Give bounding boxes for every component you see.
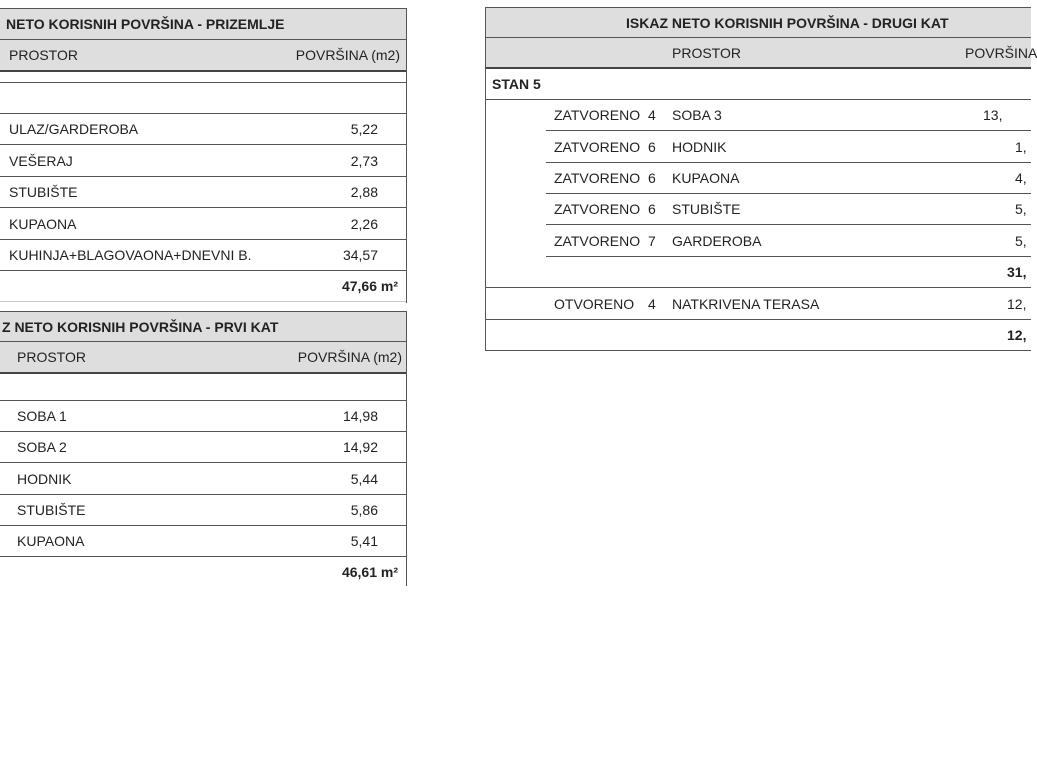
table-row [0,208,406,240]
room-area: 5, [1015,232,1027,249]
table-row [546,194,1031,225]
room-area: 5,86 [350,502,378,518]
room-area: 1, [1015,138,1027,155]
table-row [546,100,1031,131]
room-type: ZATVORENO [554,201,641,217]
room-name: NATKRIVENA TERASA [672,295,820,312]
table-prvi-kat [0,311,407,586]
table-title-row [486,7,1031,38]
room-area: 34,57 [342,247,378,263]
table-row [0,240,406,271]
table-row [486,288,1031,320]
room-number: 7 [648,232,656,249]
total-row [0,557,406,586]
total-row [0,271,406,302]
header-povrsina: POVRŠINA [965,44,1037,61]
subtotal-area: 12, [1007,327,1027,343]
room-name: STUBIŠTE [9,184,78,200]
table-header-row [0,40,406,72]
table-header-row [486,38,1037,69]
room-area: 5,41 [350,533,378,549]
total-area: 46,61 m² [341,563,398,580]
table-row [0,401,406,432]
header-prostor: PROSTOR [17,349,86,365]
subtotal-row [486,257,1031,288]
room-number: 4 [648,107,656,123]
room-name: STUBIŠTE [17,502,86,518]
table-row [546,131,1031,163]
room-area: 14,92 [342,439,378,455]
room-number: 6 [648,138,656,155]
table-row [0,463,406,495]
room-name: SOBA 2 [17,439,67,455]
table-title: Z NETO KORISNIH POVRŠINA - PRVI KAT [2,318,279,335]
room-name: STUBIŠTE [672,201,741,217]
table-row [0,177,406,208]
room-name: ULAZ/GARDEROBA [9,121,139,137]
header-povrsina: POVRŠINA (m2) [295,47,400,63]
room-type: OTVORENO [554,295,635,312]
room-area: 12, [1007,295,1027,312]
table-row [0,526,406,557]
room-area: 5,44 [350,470,378,487]
room-type: ZATVORENO [554,232,641,249]
room-area: 13, [983,107,1003,123]
room-type: ZATVORENO [554,107,641,123]
room-name: VEŠERAJ [9,152,73,169]
room-name: GARDEROBA [672,232,762,249]
table-title: NETO KORISNIH POVRŠINA - PRIZEMLJE [6,16,285,32]
room-area: 2,73 [350,152,378,169]
room-area: 2,26 [350,215,378,232]
table-row [0,432,406,463]
room-name: KUHINJA+BLAGOVAONA+DNEVNI B. [9,247,252,263]
room-name: HODNIK [17,470,72,487]
table-row [546,225,1031,257]
stan-label: STAN 5 [492,76,541,92]
subtotal-area: 31, [1007,264,1027,280]
table-row [0,114,406,145]
header-prostor: PROSTOR [672,44,741,61]
room-name: KUPAONA [17,533,85,549]
table-title-row [0,311,406,342]
table-row [0,495,406,526]
stan-row [486,69,1031,100]
room-name: KUPAONA [9,215,77,232]
table-row [546,163,1031,194]
room-name: HODNIK [672,138,727,155]
subtotal-row [486,320,1031,351]
room-area: 5, [1015,201,1027,217]
room-area: 5,22 [350,121,378,137]
room-number: 6 [648,201,656,217]
table-row [0,145,406,177]
table-row-blank [0,82,406,114]
total-area: 47,66 m² [341,278,398,294]
table-prizemlje [0,8,407,303]
table-row-blank [0,374,406,401]
header-povrsina: POVRŠINA (m2) [297,349,402,365]
room-area: 4, [1015,170,1027,186]
table-title-row [0,8,406,40]
room-area: 14,98 [342,408,378,424]
header-prostor: PROSTOR [9,47,78,63]
room-area: 2,88 [350,184,378,200]
room-number: 6 [648,170,656,186]
room-name: SOBA 1 [17,408,67,424]
room-name: SOBA 3 [672,107,722,123]
room-type: ZATVORENO [554,138,641,155]
table-title: ISKAZ NETO KORISNIH POVRŠINA - DRUGI KAT [626,14,949,31]
room-name: KUPAONA [672,170,740,186]
room-type: ZATVORENO [554,170,641,186]
table-header-row [0,342,406,374]
room-number: 4 [648,295,656,312]
table-drugi-kat [485,7,1037,351]
